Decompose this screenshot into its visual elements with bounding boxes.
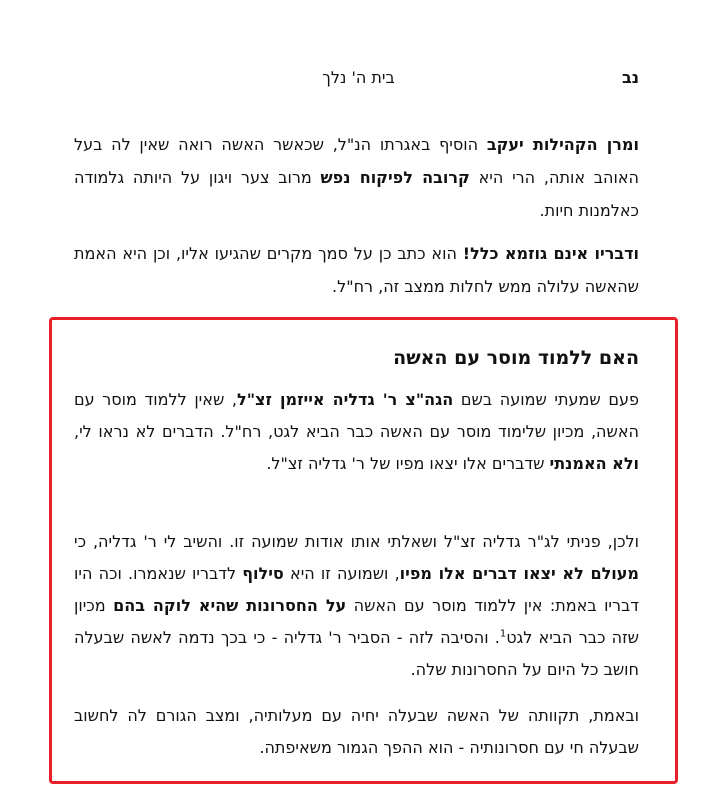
section-paragraph-2 [74,526,639,686]
footnote-marker[interactable]: 1 [499,628,507,640]
bold-phrase: הגה"צ ר' גדליה אייזמן זצ"ל [237,390,454,409]
running-header [78,68,639,90]
bold-phrase: מעולם לא יצאו דברים אלו מפיו [399,564,639,583]
text-run: , ושמועה זו היא [283,564,400,583]
section-paragraph-3 [74,700,639,764]
text-run: מרוב צער ויגון על היותה גלמודה כאלמנות חיות. [74,168,639,220]
text-run: הוא כתב כן על סמך מקרים שהגיעו אליו, וכן היא האמת שהאשה עלולה ממש לחלות ממצב זה, רח"ל. [74,244,639,296]
text-run: הוסיף באגרתו הנ"ל, שכאשר האשה רואה שאין לה בעל האוהב אותה, הרי היא [74,135,640,187]
bold-phrase: קרובה לפיקוח נפש [320,168,470,187]
text-run: שדברים אלו יצאו מפיו של ר' גדליה זצ"ל. [266,454,550,473]
bold-phrase: ולא האמנתי [549,454,639,473]
text-run: פעם שמעתי שמועה בשם [453,390,640,409]
text-run: ולכן, פניתי לג"ר גדליה זצ"ל ושאלתי אותו אודות שמועה זו. והשיב לי ר' גדליה, כי [74,532,639,551]
text-run: . והסיבה לזה - הסביר ר' גדליה - כי בכך נדמה לאשה שבעלה חושב כל היום על החסרונות שלה. [74,628,639,679]
page-number: נב [621,68,639,87]
section-paragraph-1 [74,384,639,480]
section-title: האם ללמוד מוסר עם האשה [393,347,639,369]
intro-paragraph-1 [74,128,639,227]
bold-phrase: סילוף [242,564,284,583]
text-run: ובאמת, תקוותה של האשה שבעלה יחיה עם מעלותיה, ומצב הגורם לה לחשוב שבעלה חי עם חסרונותיה - הוא ההפך הגמור משאיפתה. [74,706,639,757]
bold-phrase: על החסרונות שהיא לוקה בהם [113,596,347,615]
bold-phrase: ומרן הקהילות יעקב [486,135,639,154]
text-run: , שאין ללמוד מוסר עם האשה, מכיון שלימוד מוסר עם האשה כבר הביא לגט, רח"ל. הדברים לא נראו לי, [74,390,639,441]
intro-paragraph-2 [74,237,639,303]
book-title: בית ה' נלך [322,68,395,87]
bold-phrase: ודבריו אינם גוזמא כלל! [462,244,640,263]
text-run: מכיון שזה כבר הביא לגט [74,596,639,647]
text-run: לדבריו שנאמרו. וכה היו דבריו באמת: אין ללמוד מוסר עם האשה [74,564,640,615]
